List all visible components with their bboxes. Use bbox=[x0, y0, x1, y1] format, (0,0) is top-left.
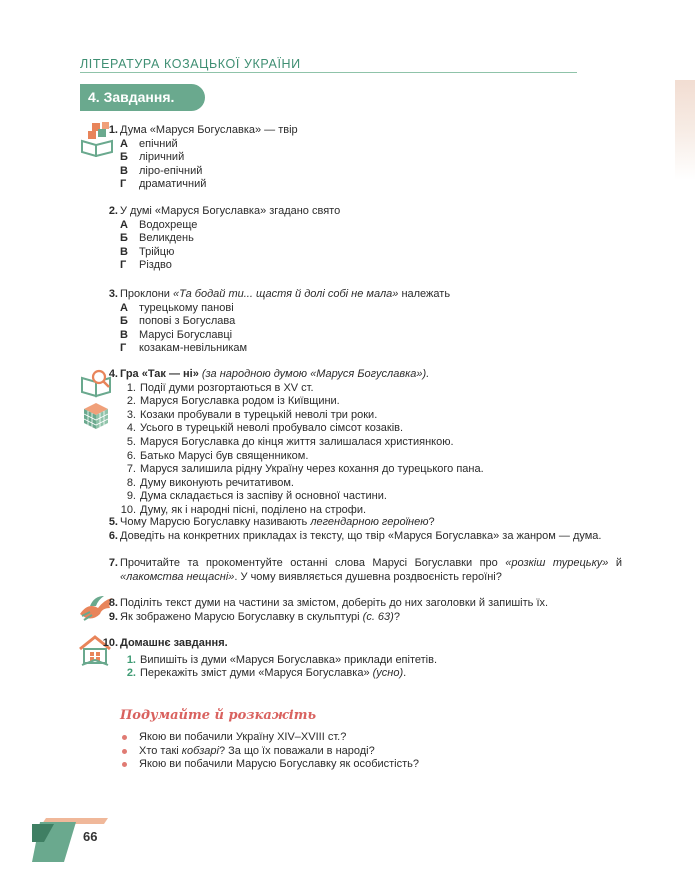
question-text: У думі «Маруся Богуславка» згадано свято bbox=[120, 205, 341, 217]
answer-option: Г козакам-невільникам bbox=[120, 342, 248, 355]
question-1 bbox=[100, 124, 622, 192]
think-section-title: Подумайте й розкажіть bbox=[120, 708, 317, 723]
answer-option: А турецькому панові bbox=[120, 301, 234, 314]
statement-item: 1. Події думи розгортаються в XV ст. bbox=[126, 381, 314, 394]
question-number: 10. bbox=[102, 637, 118, 649]
page-number-decoration bbox=[32, 818, 112, 862]
question-number: 5. bbox=[108, 516, 118, 528]
question-8 bbox=[100, 597, 622, 611]
homework-item: 2. Перекажіть зміст думи «Маруся Богуславка» (усно). bbox=[126, 667, 407, 680]
homework-item: 1. Випишіть із думи «Маруся Богуславка» приклади епітетів. bbox=[126, 653, 438, 666]
question-number: 1. bbox=[108, 124, 118, 136]
question-3 bbox=[100, 288, 622, 356]
answer-option: В ліро-епічний bbox=[120, 164, 203, 177]
question-text: Проклони «Та бодай ти... щастя й долі собі не мала» належать bbox=[120, 288, 451, 300]
statement-item: 3. Козаки пробували в турецькій неволі три роки. bbox=[126, 408, 378, 421]
page-number: 66 bbox=[83, 829, 98, 844]
homework-title: Домашнє завдання. bbox=[120, 637, 228, 649]
question-4 bbox=[100, 368, 622, 518]
question-2 bbox=[100, 205, 622, 273]
answer-option: Г Різдво bbox=[120, 259, 172, 272]
list-item: Якою ви побачили Марусю Богуславку як особистість? bbox=[120, 758, 419, 772]
answer-option: Б попові з Богуслава bbox=[120, 315, 236, 328]
answer-option: В Марусі Богуславці bbox=[120, 328, 233, 341]
header-divider bbox=[80, 72, 577, 73]
question-number: 8. bbox=[108, 597, 118, 609]
think-bullet-list bbox=[120, 731, 419, 772]
question-5 bbox=[100, 516, 622, 530]
section-title: 4. Завдання. bbox=[80, 84, 205, 111]
question-number: 2. bbox=[108, 205, 118, 217]
question-text: Поділіть текст думи на частини за змістом, доберіть до них заголовки й запишіть їх. bbox=[120, 597, 549, 609]
answer-option: Б Великдень bbox=[120, 232, 194, 245]
question-9 bbox=[100, 611, 622, 625]
question-number: 3. bbox=[108, 288, 118, 300]
question-text: Дума «Маруся Богуславка» — твір bbox=[120, 124, 298, 136]
question-number: 6. bbox=[108, 530, 118, 542]
answer-option: Б ліричний bbox=[120, 151, 185, 164]
question-text: Гра «Так — ні» (за народною думою «Маруся Богуславка»). bbox=[120, 368, 430, 380]
question-7 bbox=[100, 557, 622, 584]
question-text: Доведіть на конкретних прикладах із тексту, що твір «Маруся Богуславка» за жанром — дума. bbox=[120, 530, 602, 542]
statement-item: 5. Маруся Богуславка до кінця життя залишалася християнкою. bbox=[126, 435, 454, 448]
side-decoration bbox=[675, 80, 695, 180]
question-number: 4. bbox=[108, 368, 118, 380]
answer-option: А епічний bbox=[120, 137, 178, 150]
question-number: 7. bbox=[108, 557, 118, 569]
list-item: Хто такі кобзарі? За що їх поважали в народі? bbox=[120, 745, 419, 759]
statement-item: 9. Дума складається із заспіву й основної частини. bbox=[126, 490, 387, 503]
answer-option: А Водохреще bbox=[120, 218, 198, 231]
question-number: 9. bbox=[108, 611, 118, 623]
statement-item: 6. Батько Марусі був священником. bbox=[126, 449, 309, 462]
statement-item: 4. Усього в турецькій неволі пробувало сімсот козаків. bbox=[126, 422, 404, 435]
question-10 bbox=[100, 637, 622, 681]
question-6 bbox=[100, 530, 622, 544]
running-header: ЛІТЕРАТУРА КОЗАЦЬКОЇ УКРАЇНИ bbox=[80, 57, 301, 71]
answer-option: В Трійцю bbox=[120, 245, 175, 258]
question-text: Як зображено Марусю Богуславку в скульптурі (с. 63)? bbox=[120, 611, 400, 623]
list-item: Якою ви побачили Україну XIV–XVIII ст.? bbox=[120, 731, 419, 745]
statement-item: 10. Думу, як і народні пісні, поділено на строфи. bbox=[120, 503, 367, 516]
question-text: Прочитайте та прокоментуйте останні слова Марусі Богуславки про «розкіш турецьку» й «лакомства нещасні». У чому виявляється душевна роздвоєність героїні? bbox=[120, 557, 622, 583]
question-text: Чому Марусю Богуславку називають легендарною героїнею? bbox=[120, 516, 435, 528]
statement-item: 8. Думу виконують речитативом. bbox=[126, 476, 294, 489]
statement-item: 7. Маруся залишила рідну Україну через кохання до турецького пана. bbox=[126, 463, 484, 476]
answer-option: Г драматичний bbox=[120, 178, 207, 191]
statement-item: 2. Маруся Богуславка родом із Київщини. bbox=[126, 395, 340, 408]
